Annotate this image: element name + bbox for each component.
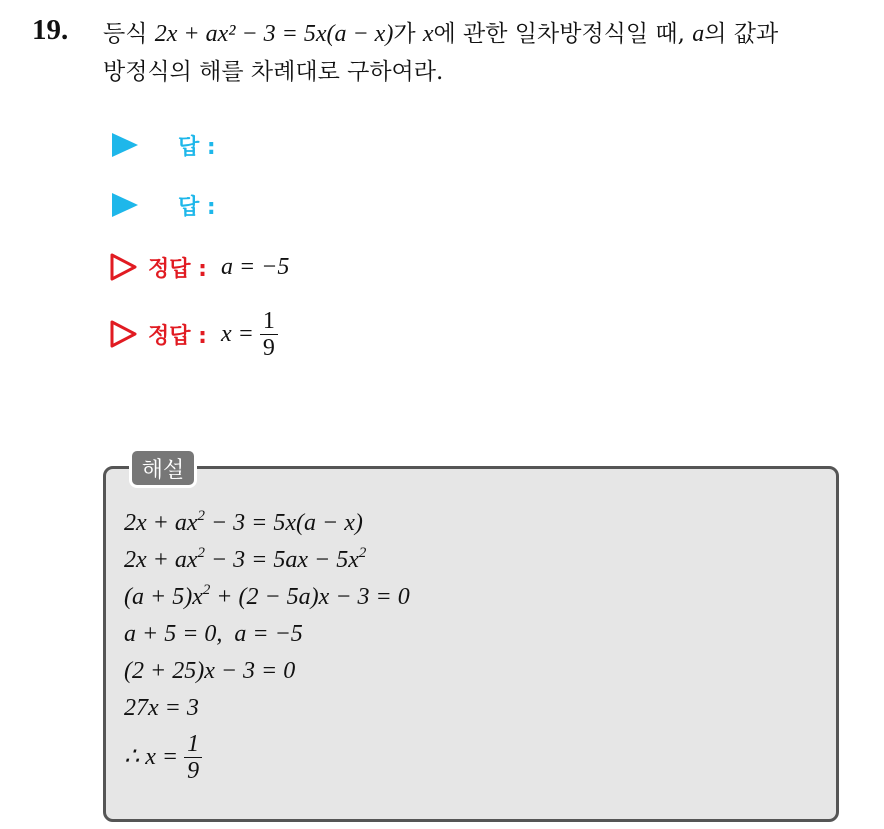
solution-final-lhs: ∴ x = (124, 743, 179, 770)
answer-blank-row-2 (108, 180, 216, 230)
correct-answer-row-2 (108, 304, 278, 364)
fraction-denominator: 9 (260, 334, 278, 361)
outline-triangle-icon (108, 319, 138, 349)
question-text-mid2: 에 관한 일차방정식일 때, (433, 21, 685, 47)
solution-lines (124, 505, 410, 787)
fraction-numerator: 1 (262, 307, 275, 334)
solution-final-fraction (184, 731, 202, 784)
question-var-a: a (692, 21, 705, 47)
correct-answer-label: 정답 : (148, 256, 207, 282)
solution-line-3: $(a + 5)x^2 + (2 - 5a)x - 3 = 0$ (124, 581, 410, 610)
question-text-pre: 등식 (103, 21, 148, 47)
solution-line-final (124, 727, 410, 787)
question-line2: 방정식의 해를 차례대로 구하여라. (103, 59, 444, 85)
correct-answer-row-1 (108, 242, 289, 292)
question-equation: 2x + ax² − 3 = 5x(a − x) (154, 21, 394, 47)
play-arrow-icon (112, 193, 138, 217)
question-text (103, 15, 873, 91)
play-arrow-icon (112, 133, 138, 157)
correct-answer-x-lhs: x = (220, 320, 254, 347)
fraction-denominator: 9 (184, 757, 202, 784)
fraction-numerator: 1 (187, 730, 200, 757)
correct-answer-label: 정답 : (148, 323, 207, 349)
solution-line-6: 27x = 3 (124, 695, 199, 721)
question-text-mid1: 가 (393, 21, 416, 47)
question-var-x: x (422, 21, 434, 47)
answer-label: 답 : (178, 194, 216, 220)
correct-answer-a: a = −5 (220, 253, 290, 280)
question-text-post: 의 값과 (704, 21, 779, 47)
correct-answer-x-fraction (260, 308, 278, 361)
solution-line-1: $2x + ax^2 - 3 = 5x(a - x)$ (124, 507, 363, 536)
question-number: 19. (32, 14, 69, 46)
solution-line-2: $2x + ax^2 - 3 = 5ax - 5x^2$ (124, 544, 367, 573)
solution-line-4: a + 5 = 0, a = −5 (124, 621, 303, 647)
outline-triangle-icon (108, 252, 138, 282)
solution-tag: 해설 (129, 448, 197, 488)
answer-label: 답 : (178, 134, 216, 160)
solution-line-5: (2 + 25)x − 3 = 0 (124, 658, 296, 684)
answer-blank-row-1 (108, 120, 216, 170)
